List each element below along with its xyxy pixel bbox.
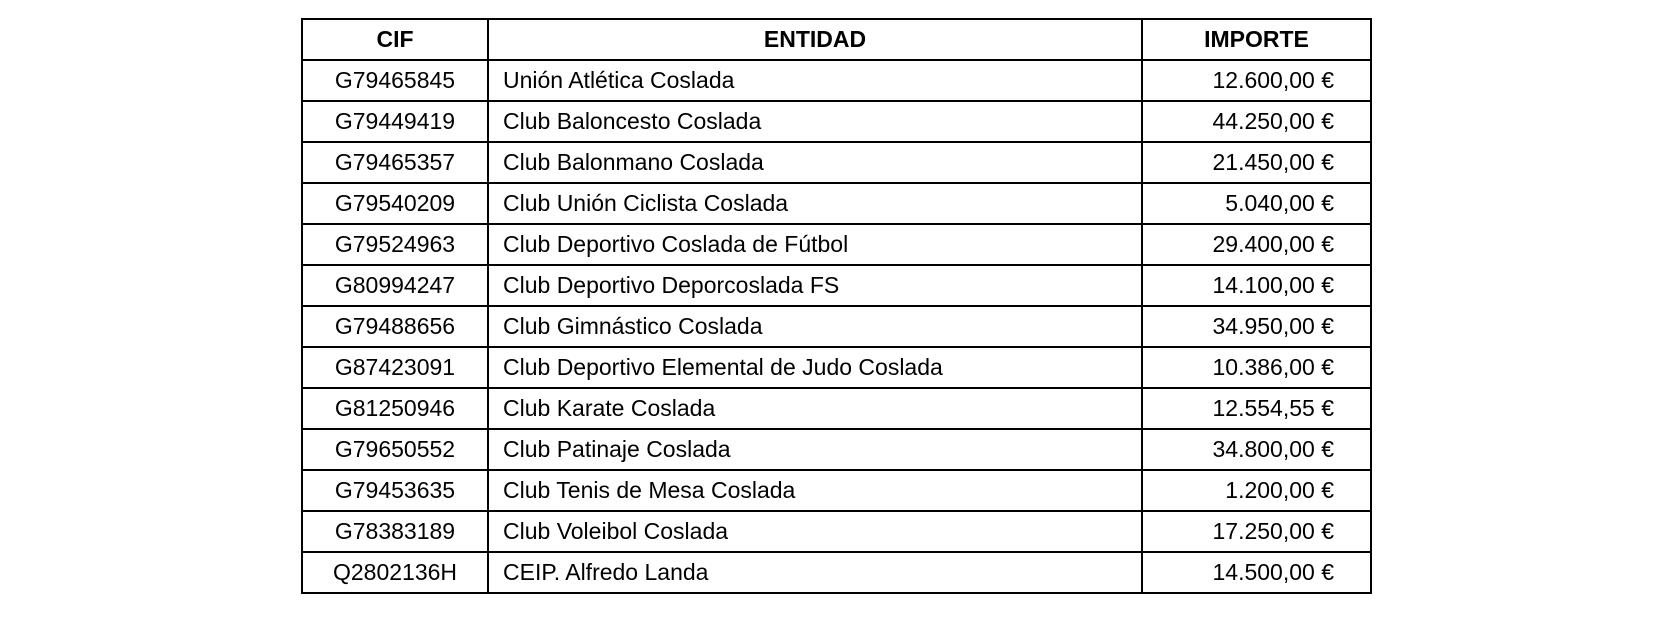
- cell-importe: 14.100,00 €: [1142, 265, 1371, 306]
- table-row: [302, 265, 1371, 306]
- table-row: [302, 347, 1371, 388]
- cell-importe: 5.040,00 €: [1142, 183, 1371, 224]
- cell-cif: G79453635: [302, 470, 488, 511]
- table-header: [302, 19, 1371, 60]
- cell-importe: 21.450,00 €: [1142, 142, 1371, 183]
- cell-cif: G81250946: [302, 388, 488, 429]
- cell-importe: 44.250,00 €: [1142, 101, 1371, 142]
- table-row: [302, 142, 1371, 183]
- cell-entidad: Club Voleibol Coslada: [488, 511, 1142, 552]
- cell-cif: G79465845: [302, 60, 488, 101]
- cell-cif: G79650552: [302, 429, 488, 470]
- cell-importe: 1.200,00 €: [1142, 470, 1371, 511]
- cell-entidad: Unión Atlética Coslada: [488, 60, 1142, 101]
- header-entidad: ENTIDAD: [488, 19, 1142, 60]
- cell-entidad: Club Deportivo Deporcoslada FS: [488, 265, 1142, 306]
- cell-cif: G78383189: [302, 511, 488, 552]
- cell-importe: 10.386,00 €: [1142, 347, 1371, 388]
- cell-entidad: Club Tenis de Mesa Coslada: [488, 470, 1142, 511]
- table-row: [302, 429, 1371, 470]
- cell-importe: 34.950,00 €: [1142, 306, 1371, 347]
- header-importe: IMPORTE: [1142, 19, 1371, 60]
- table-row: [302, 101, 1371, 142]
- cell-entidad: Club Baloncesto Coslada: [488, 101, 1142, 142]
- table-row: [302, 224, 1371, 265]
- cell-entidad: Club Balonmano Coslada: [488, 142, 1142, 183]
- table-row: [302, 552, 1371, 593]
- cell-importe: 29.400,00 €: [1142, 224, 1371, 265]
- table-row: [302, 388, 1371, 429]
- table-row: [302, 511, 1371, 552]
- cell-cif: G79524963: [302, 224, 488, 265]
- cell-cif: G79465357: [302, 142, 488, 183]
- cell-cif: G80994247: [302, 265, 488, 306]
- cell-cif: G79449419: [302, 101, 488, 142]
- cell-entidad: Club Patinaje Coslada: [488, 429, 1142, 470]
- cell-entidad: Club Deportivo Coslada de Fútbol: [488, 224, 1142, 265]
- cell-cif: G79488656: [302, 306, 488, 347]
- subsidies-table: [301, 18, 1372, 594]
- cell-importe: 12.600,00 €: [1142, 60, 1371, 101]
- cell-cif: Q2802136H: [302, 552, 488, 593]
- table-row: [302, 470, 1371, 511]
- cell-entidad: Club Karate Coslada: [488, 388, 1142, 429]
- table-row: [302, 183, 1371, 224]
- cell-importe: 12.554,55 €: [1142, 388, 1371, 429]
- cell-cif: G87423091: [302, 347, 488, 388]
- header-cif: CIF: [302, 19, 488, 60]
- cell-importe: 34.800,00 €: [1142, 429, 1371, 470]
- cell-entidad: Club Deportivo Elemental de Judo Coslada: [488, 347, 1142, 388]
- subsidies-table-container: [301, 18, 1372, 594]
- cell-entidad: CEIP. Alfredo Landa: [488, 552, 1142, 593]
- table-row: [302, 306, 1371, 347]
- table-row: [302, 60, 1371, 101]
- cell-entidad: Club Gimnástico Coslada: [488, 306, 1142, 347]
- header-row: [302, 19, 1371, 60]
- table-body: [302, 60, 1371, 593]
- cell-importe: 17.250,00 €: [1142, 511, 1371, 552]
- cell-cif: G79540209: [302, 183, 488, 224]
- cell-importe: 14.500,00 €: [1142, 552, 1371, 593]
- cell-entidad: Club Unión Ciclista Coslada: [488, 183, 1142, 224]
